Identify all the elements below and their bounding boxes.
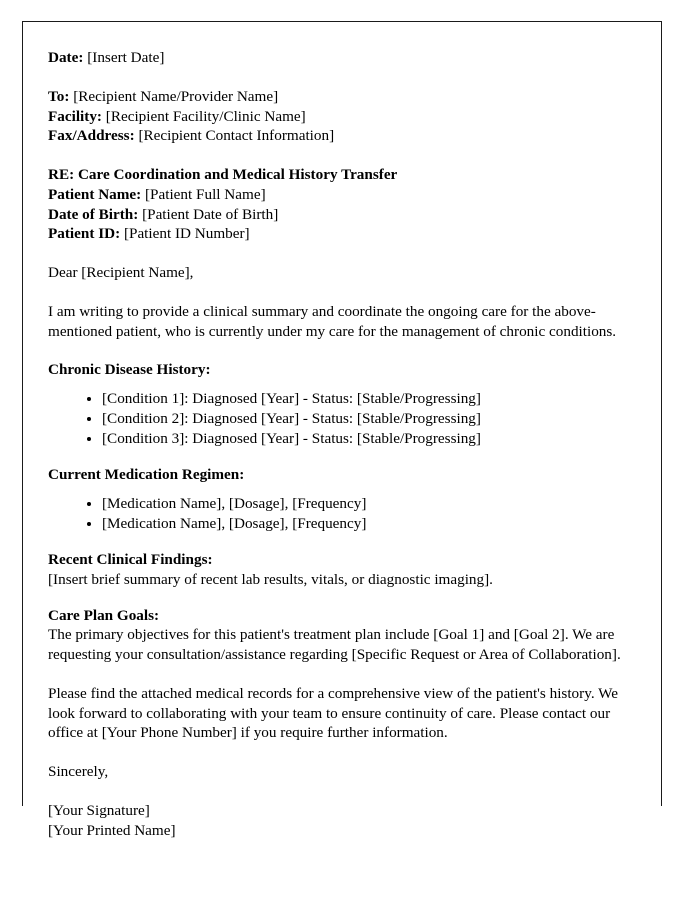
patient-name-label: Patient Name: bbox=[48, 185, 142, 203]
signature-line: [Your Signature] bbox=[48, 801, 150, 819]
spacer bbox=[48, 485, 625, 494]
patient-name-value: [Patient Full Name] bbox=[145, 185, 266, 203]
care-plan-body: The primary objectives for this patient's treatment plan include [Goal 1] and [Goal 2]. We are requesting your consultation/assistance regarding [Specific Request or Area of Collaboration]. bbox=[48, 626, 621, 664]
spacer bbox=[48, 449, 625, 465]
spacer bbox=[48, 68, 625, 87]
date-label: Date: bbox=[48, 49, 84, 66]
recipient-fax-label: Fax/Address: bbox=[48, 127, 135, 145]
patient-name-line bbox=[48, 185, 625, 205]
patient-id-value: [Patient ID Number] bbox=[123, 225, 250, 243]
date-line bbox=[48, 48, 625, 68]
spacer bbox=[48, 244, 625, 263]
closing-paragraph: Please find the attached medical records for a comprehensive view of the patient's history. We look forward to collaborating with your team to ensure continuity of care. Please contact our office at [Your Phone Number] if you require further information. bbox=[48, 684, 618, 742]
recipient-to-label: To: bbox=[48, 87, 70, 105]
printed-name-line: [Your Printed Name] bbox=[48, 821, 176, 839]
list-item: • [Condition 3]: Diagnosed [Year] - Status: [Stable/Progressing] bbox=[102, 429, 625, 449]
subject-re-line: RE: Care Coordination and Medical History Transfer bbox=[48, 166, 398, 183]
recipient-facility-line bbox=[48, 107, 625, 127]
patient-dob-value: [Patient Date of Birth] bbox=[142, 205, 279, 223]
patient-id-line bbox=[48, 224, 625, 244]
spacer bbox=[48, 534, 625, 550]
document-page bbox=[22, 21, 662, 839]
patient-dob-line bbox=[48, 205, 625, 225]
salutation: Dear [Recipient Name], bbox=[48, 264, 194, 281]
recipient-to-line bbox=[48, 87, 625, 107]
care-plan-heading: Care Plan Goals: bbox=[48, 606, 160, 624]
patient-id-label: Patient ID: bbox=[48, 225, 121, 243]
sign-off: Sincerely, bbox=[48, 763, 109, 781]
spacer bbox=[48, 380, 625, 389]
document-body bbox=[23, 22, 661, 840]
list-item: • [Medication Name], [Dosage], [Frequency] bbox=[102, 514, 625, 534]
chronic-history-heading: Chronic Disease History: bbox=[48, 361, 211, 379]
clinical-findings-heading: Recent Clinical Findings: bbox=[48, 551, 213, 569]
recipient-facility-value: [Recipient Facility/Clinic Name] bbox=[105, 107, 306, 125]
date-value: [Insert Date] bbox=[87, 49, 165, 66]
spacer bbox=[48, 146, 625, 165]
spacer bbox=[48, 283, 625, 302]
recipient-to-value: [Recipient Name/Provider Name] bbox=[73, 87, 279, 105]
spacer bbox=[48, 341, 625, 360]
recipient-fax-value: [Recipient Contact Information] bbox=[138, 127, 335, 145]
spacer bbox=[48, 590, 625, 606]
medication-regimen-heading: Current Medication Regimen: bbox=[48, 466, 245, 484]
spacer bbox=[48, 743, 625, 762]
list-item: • [Condition 1]: Diagnosed [Year] - Status: [Stable/Progressing] bbox=[102, 389, 625, 409]
list-item: • [Condition 2]: Diagnosed [Year] - Status: [Stable/Progressing] bbox=[102, 409, 625, 429]
list-item: • [Medication Name], [Dosage], [Frequency] bbox=[102, 494, 625, 514]
clinical-findings-body: [Insert brief summary of recent lab results, vitals, or diagnostic imaging]. bbox=[48, 570, 493, 588]
patient-dob-label: Date of Birth: bbox=[48, 205, 139, 223]
chronic-history-list bbox=[48, 389, 625, 449]
recipient-facility-label: Facility: bbox=[48, 107, 102, 125]
spacer bbox=[48, 782, 625, 801]
spacer bbox=[48, 665, 625, 684]
intro-paragraph: I am writing to provide a clinical summary and coordinate the ongoing care for the above-mentioned patient, who is currently under my care for the management of chronic conditions. bbox=[48, 302, 617, 340]
recipient-fax-line bbox=[48, 126, 625, 146]
medication-regimen-list bbox=[48, 494, 625, 534]
